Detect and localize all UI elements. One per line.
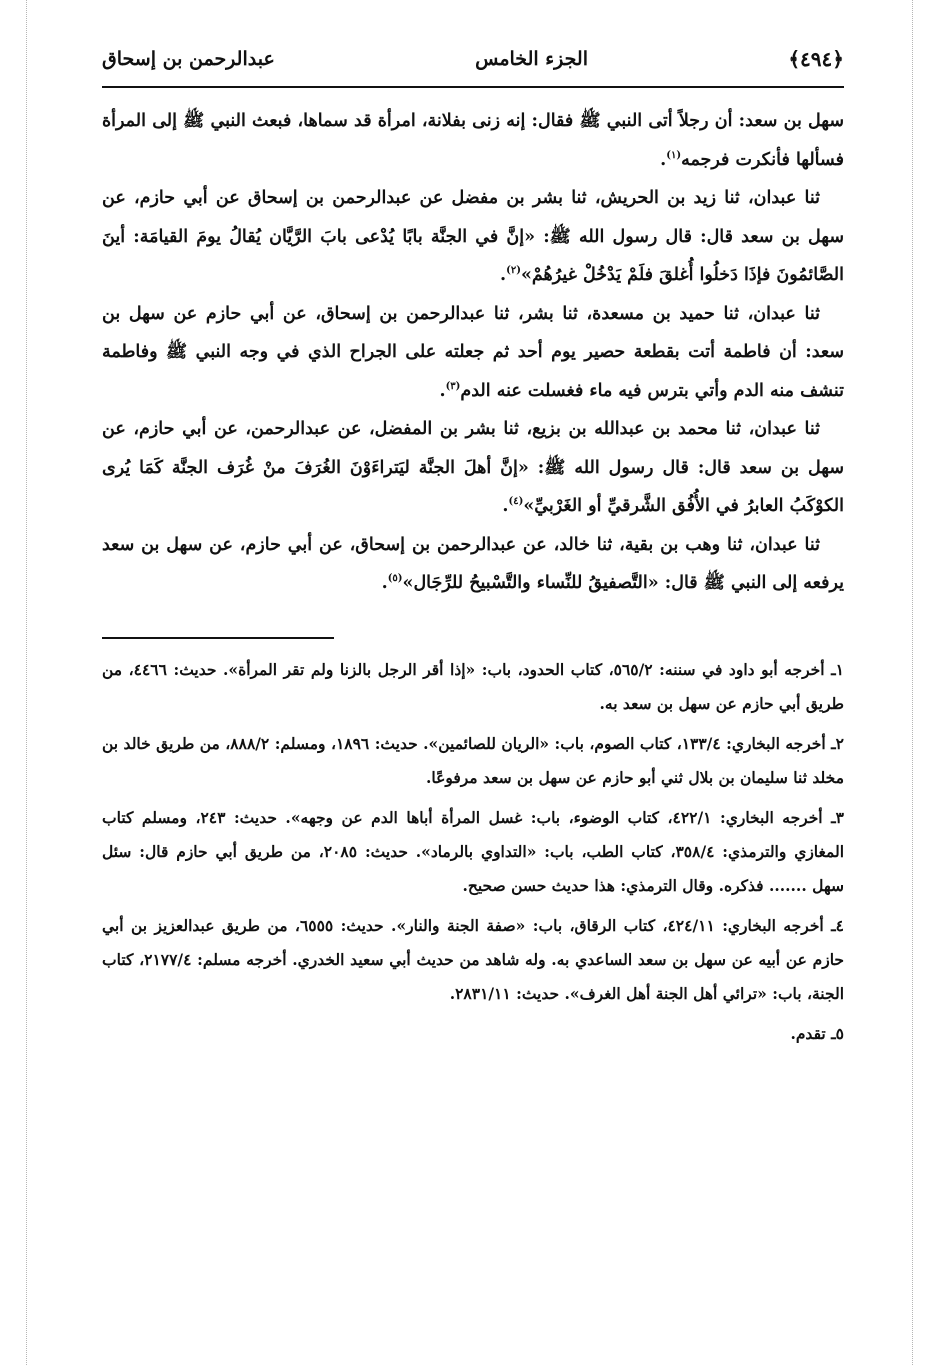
footnote-ref: (٤) (508, 496, 524, 508)
footnote: ٥ـ تقدم. (790, 1023, 844, 1043)
paragraph: سهل بن سعد: أن رجلاً أتى النبي ﷺ فقال: إنه زنى بفلانة، امرأة قد سماها، فبعث النبي ﷺ إلى المرأة فسألها فأنكرت فرجمه$^{(١)}$. (102, 111, 844, 170)
running-header (102, 38, 844, 80)
right-margin-border (912, 0, 913, 1365)
paragraph: ثنا عبدان، ثنا زيد بن الحريش، ثنا بشر بن مفضل عن عبدالرحمن بن إسحاق عن أبي حازم، عن سهل بن سعد قال: قال رسول الله ﷺ: «إنَّ في الجنَّة بابًا يُدْعى بابَ الرَّيَّان يُقالُ يومَ القيامَة: أينَ الصَّائمُونَ فإذَا دَخلُوا أُغلقَ فلَمْ يَدْخُلْ غيرُهُمْ»$^{(٢)}$. (102, 188, 844, 285)
footnote: ٤ـ أخرجه البخاري: ٤٢٤/١١، كتاب الرقاق، باب: «صفة الجنة والنار». حديث: ٦٥٥٥، من طريق عبدالعزيز بن أبي حازم عن أبيه عن سهل بن سعد الساعدي به. وله شاهد من حديث أبي سعيد الخدري. أخرجه مسلم: ٢١٧٧/٤، كتاب الجنة، باب: «ترائي أهل الجنة أهل الغرف». حديث: ٢٨٣١/١١. (102, 915, 844, 1003)
footnote: ٣ـ أخرجه البخاري: ٤٢٢/١، كتاب الوضوء، باب: غسل المرأة أباها الدم عن وجهه». حديث: ٢٤٣، ومسلم كتاب المغازي والترمذي: ٣٥٨/٤، كتاب الطب، باب: «التداوي بالرماد». حديث: ٢٠٨٥، من طريق أبي حازم قال: سئل سهل ....... فذكره. وقال الترمذي: هذا حديث حسن صحيح. (102, 807, 844, 895)
main-text (102, 102, 844, 603)
footnote: ٢ـ أخرجه البخاري: ١٣٣/٤، كتاب الصوم، باب: «الريان للصائمين». حديث: ١٨٩٦، ومسلم: ٨٨٨/٢، من طريق خالد بن مخلد ثنا سليمان بن بلال ثني أبو حازم عن سهل بن سعد مرفوعًا. (102, 733, 844, 787)
footnotes (102, 653, 844, 1051)
volume-title: الجزء الخامس (475, 48, 588, 70)
book-page (102, 38, 844, 1057)
header-rule (102, 86, 844, 88)
paragraph: ثنا عبدان، ثنا وهب بن بقية، ثنا خالد، عن عبدالرحمن بن إسحاق، عن أبي حازم، عن سهل بن سعد يرفعه إلى النبي ﷺ قال: «التَّصفيقُ للنِّساء والتَّسْبيحُ للرِّجَال»$^{(٥)}$. (102, 534, 844, 593)
paragraph: ثنا عبدان، ثنا حميد بن مسعدة، ثنا بشر، ثنا عبدالرحمن بن إسحاق، عن أبي حازم عن سهل بن سعد: أن فاطمة أتت بقطعة حصير يوم أحد ثم جعلته على الجراح الذي في وجه النبي ﷺ وفاطمة تنشف منه الدم وأتي بترس فيه ماء فغسلت عنه الدم$^{(٣)}$. (102, 303, 844, 401)
footnote-separator (102, 637, 334, 639)
footnote-ref: (١) (666, 149, 682, 161)
paragraph: ثنا عبدان، ثنا محمد بن عبدالله بن بزيع، ثنا بشر بن المفضل، عن عبدالرحمن، عن أبي حازم، عن سهل بن سعد قال: قال رسول الله ﷺ: «إنَّ أهلَ الجنَّة ليَتراءَوْنَ الغُرَفَ منْ غُرَف الجنَّة كَمَا يُرى الكوْكَبُ العابرُ في الأُفُق الشَّرقيِّ أو الغَرْبيِّ»$^{(٤)}$. (102, 419, 844, 516)
chapter-title: عبدالرحمن بن إسحاق (102, 48, 275, 70)
left-margin-border (26, 0, 27, 1365)
footnote-ref: (٢) (506, 265, 521, 277)
footnote-ref: (٥) (387, 573, 403, 585)
page-number: ﴿٤٩٤﴾ (788, 47, 844, 71)
footnote: ١ـ أخرجه أبو داود في سننه: ٥٦٥/٢، كتاب الحدود، باب: «إذا أقر الرجل بالزنا ولم تقر المرأة». حديث: ٤٤٦٦، من طريق أبي حازم عن سهل بن سعد به. (102, 659, 844, 713)
footnote-ref: (٣) (445, 380, 461, 392)
